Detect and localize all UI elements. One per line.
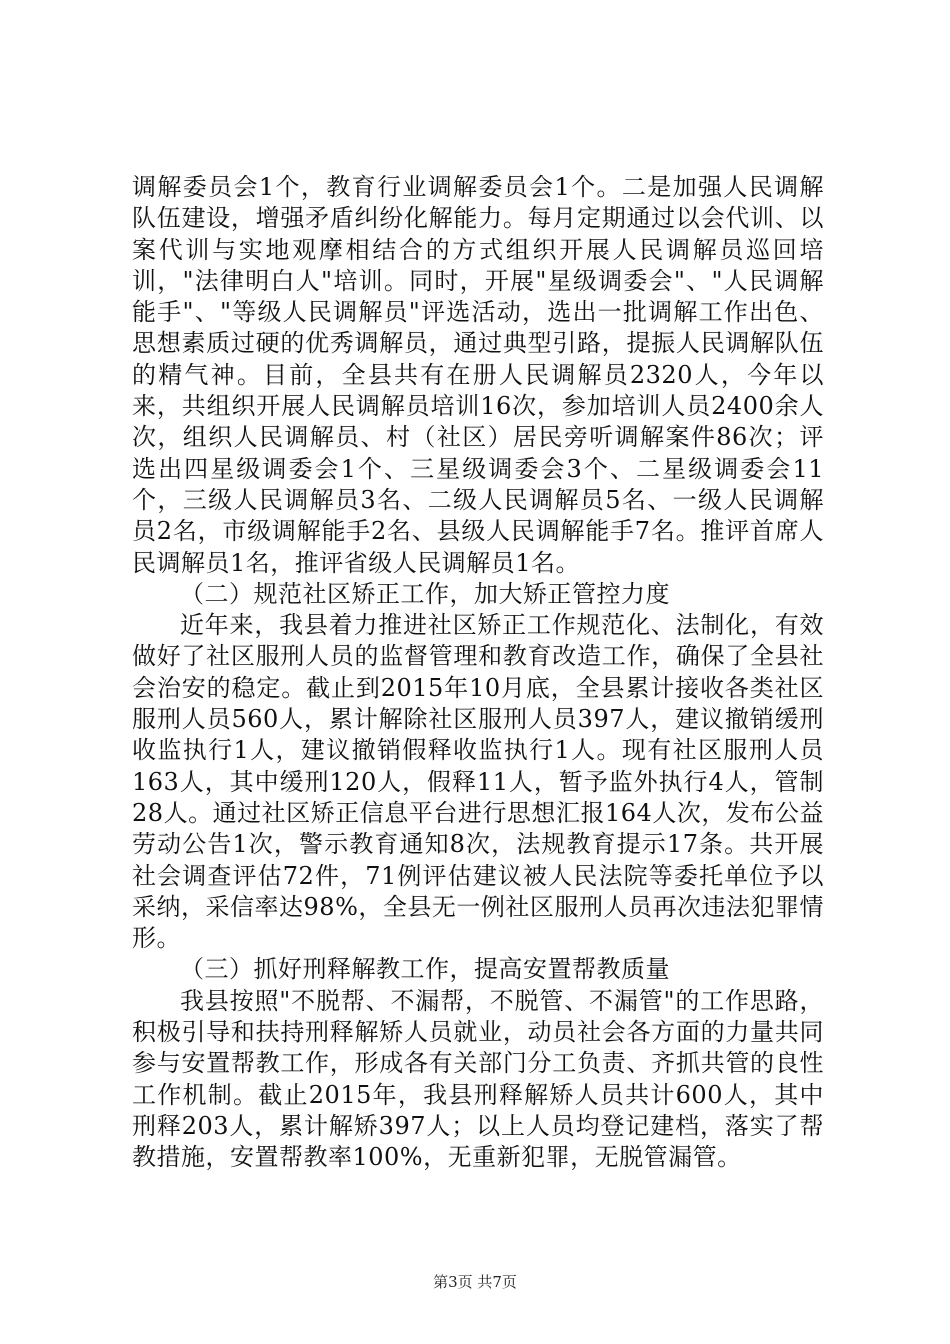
paragraph-resettlement: 我县按照"不脱帮、不漏帮，不脱管、不漏管"的工作思路，积极引导和扶持刑释解矫人员就业，动员社会各方面的力量共同参与安置帮教工作，形成各有关部门分工负责、齐抓共管的良性工作机制。截止2015年，我县刑释解矫人员共计600人，其中刑释203人，累计解矫397人；以上人员均登记建档，落实了帮教措施，安置帮教率100%，无重新犯罪，无脱管漏管。 [132, 986, 824, 1172]
section-heading-community-correction: （二）规范社区矫正工作，加大矫正管控力度 [180, 579, 670, 608]
section-heading-resettlement: （三）抓好刑释解教工作，提高安置帮教质量 [180, 955, 670, 984]
paragraph-mediation-team: 调解委员会1个，教育行业调解委员会1个。二是加强人民调解队伍建设，增强矛盾纠纷化解能力。每月定期通过以会代训、以案代训与实地观摩相结合的方式组织开展人民调解员巡回培训，"法律明白人"培训。同时，开展"星级调委会"、"人民调解能手"、"等级人民调解员"评选活动，选出一批调解工作出色、思想素质过硬的优秀调解员，通过典型引路，提振人民调解队伍的精气神。目前，全县共有在册人民调解员2320人，今年以来，共组织开展人民调解员培训16次，参加培训人员2400余人次，组织人民调解员、村（社区）居民旁听调解案件86次；评选出四星级调委会1个、三星级调委会3个、二星级调委会11个，三级人民调解员3名、二级人民调解员5名、一级人民调解员2名，市级调解能手2名、县级人民调解能手7名。推评首席人民调解员1名，推评省级人民调解员1名。 [132, 173, 824, 577]
paragraph-community-correction: 近年来，我县着力推进社区矫正工作规范化、法制化，有效做好了社区服刑人员的监督管理和教育改造工作，确保了全县社会治安的稳定。截止到2015年10月底，全县累计接收各类社区服刑人员560人，累计解除社区服刑人员397人，建议撤销缓刑收监执行1人，建议撤销假释收监执行1人。现有社区服刑人员163人，其中缓刑120人，假释11人，暂予监外执行4人，管制28人。通过社区矫正信息平台进行思想汇报164人次，发布公益劳动公告1次，警示教育通知8次，法规教育提示17条。共开展社会调查评估72件，71例评估建议被人民法院等委托单位予以采纳，采信率达98%，全县无一例社区服刑人员再次违法犯罪情形。 [132, 611, 824, 953]
page-number-footer: 第3页 共7页 [433, 1273, 517, 1291]
document-body [132, 172, 824, 1174]
